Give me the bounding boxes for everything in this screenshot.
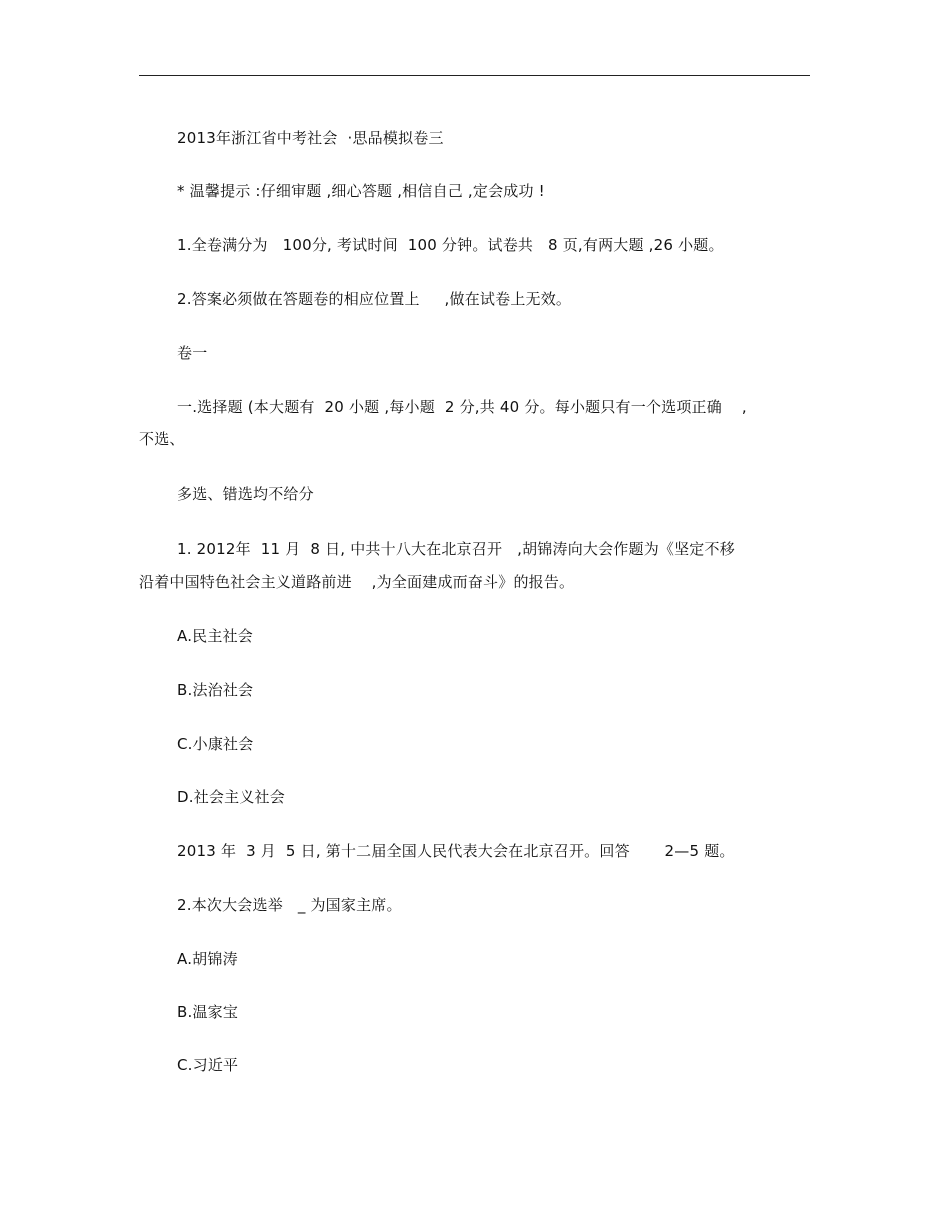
section-heading-line-1: 一.选择题 (本大题有 20 小题 ,每小题 2 分,共 40 分。每小题只有一个选项正确 , <box>177 398 747 416</box>
question1-stem-line-2: 沿着中国特色社会主义道路前进 ,为全面建成而奋斗》的报告。 <box>139 573 575 591</box>
question1-stem-line-1: 1. 2012年 11 月 8 日, 中共十八大在北京召开 ,胡锦涛向大会作题为《坚定不移 <box>177 540 735 558</box>
question1-option-a: A.民主社会 <box>177 627 253 645</box>
tip-line: * 温馨提示 :仔细审题 ,细心答题 ,相信自己 ,定会成功 ! <box>177 182 545 200</box>
part-label: 卷一 <box>177 344 208 362</box>
question2-option-c: C.习近平 <box>177 1056 239 1074</box>
context-line: 2013 年 3 月 5 日, 第十二届全国人民代表大会在北京召开。回答 2—5 题。 <box>177 842 735 860</box>
section-heading-line-2: 不选、 <box>139 430 185 448</box>
header-rule <box>139 75 810 76</box>
question1-option-d: D.社会主义社会 <box>177 788 285 806</box>
doc-title: 2013年浙江省中考社会 ·思品模拟卷三 <box>177 129 444 147</box>
question1-option-c: C.小康社会 <box>177 735 254 753</box>
question1-option-b: B.法治社会 <box>177 681 254 699</box>
note-line-2: 2.答案必须做在答题卷的相应位置上 ,做在试卷上无效。 <box>177 290 572 308</box>
question2-option-a: A.胡锦涛 <box>177 950 238 968</box>
question2-option-b: B.温家宝 <box>177 1003 239 1021</box>
section-heading-line-3: 多选、错选均不给分 <box>177 485 314 503</box>
note-line-1: 1.全卷满分为 100分, 考试时间 100 分钟。试卷共 8 页,有两大题 ,26 小题。 <box>177 236 724 254</box>
question2-stem: 2.本次大会选举 _ 为国家主席。 <box>177 896 402 914</box>
